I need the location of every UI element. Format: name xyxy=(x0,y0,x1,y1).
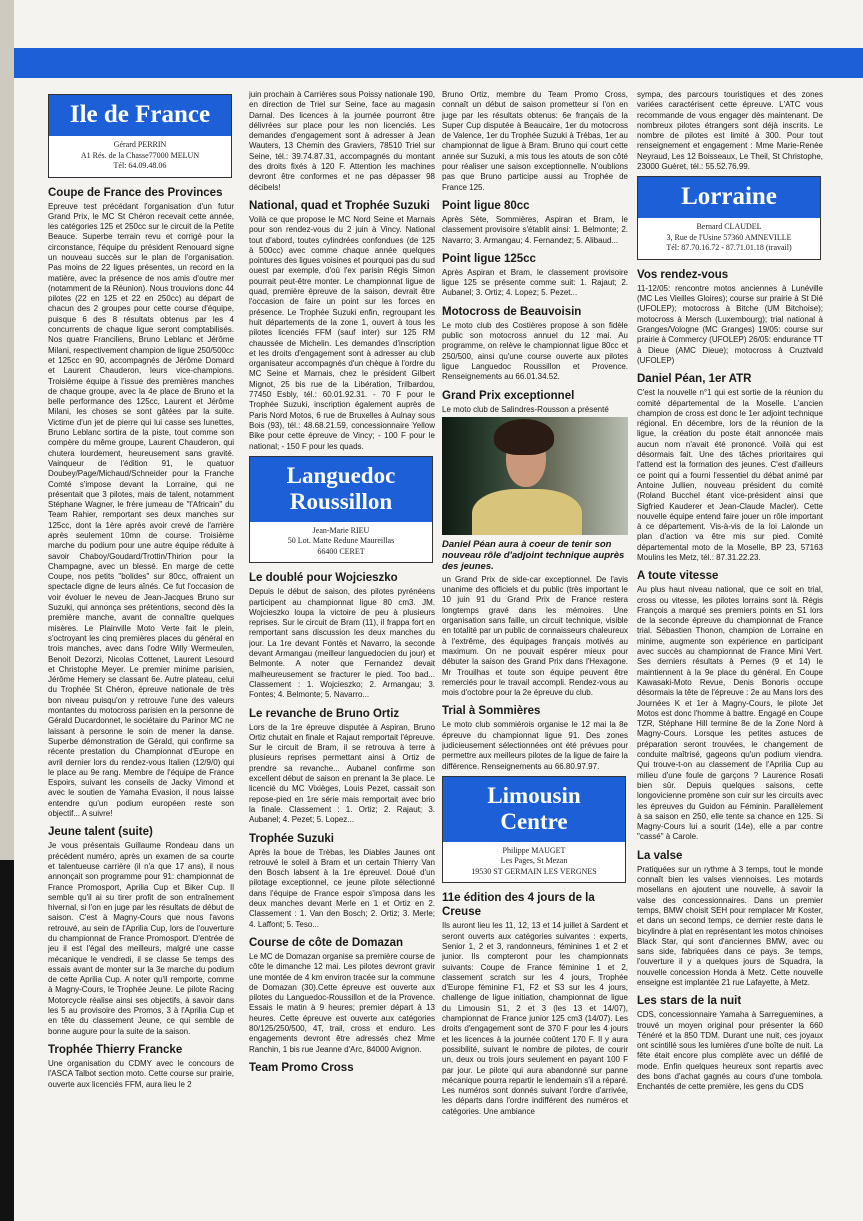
article-heading: 11e édition des 4 jours de la Creuse xyxy=(442,892,595,919)
article-list xyxy=(249,571,435,1075)
article-body: Ils auront lieu les 11, 12, 13 et 14 juillet à Sardent et seront ouverts aux catégories suivantes : experts, Senior 1, 2 et 3, randonneurs, féminines 1 et 2 et junior. Ils compteront pour les championnats suivants: Coupe de France féminine 1 et 2, classement scratch sur les 4 jours, Trophée d'Europe féminine F1, F2 et S3 sur les 4 jours, challenge de ligue initiation, championnat de ligue du Limousin S1, 2 et 3 (les 13 et 14/07), championnat de France junior 125 cm3 (14/07). Les droits d'engagement sont de 370 F pour les 4 jours et les licences à la journée coûtent 170 F. Il y aura possibilité, suivant le nombre de pilotes, de courir un, deux ou trois jours seulement en payant 100 F par jour. Le pilote qui aura abandonné sur panne mécanique pourra repartir le lendemain s'il a réparé. Les numéros sont donnés suivant l'ordre d'arrivée, les départs dans l'ordre indifférent des numéros et catégories. Une ambiance xyxy=(442,921,628,1116)
article-heading: Vos rendez-vous xyxy=(637,268,729,281)
article-heading: Le revanche de Bruno Ortiz xyxy=(249,707,400,720)
photo-caption: Daniel Péan aura à coeur de tenir son nouveau rôle d'adjoint technique auprès des jeunes. xyxy=(442,538,625,572)
column-1 xyxy=(48,90,234,1215)
region-box-ile-de-france xyxy=(48,94,232,178)
article-list xyxy=(48,186,234,1090)
region-contact: Philippe MAUGET Les Pages, St Mezan 19530 ST GERMAIN LES VERGNES xyxy=(471,845,597,876)
article-list xyxy=(637,90,823,172)
column-2 xyxy=(249,90,435,1215)
article-body: CDS, concessionnaire Yamaha à Sarreguemines, a trouvé un moyen original pour présenter la 660 Ténéré et la 850 TDM. Durant une nuit, ces joyaux ont scintillé sous les lumières d'une boîte de nuit. La fête était encore plus complète avec un défilé de mode. Enfin quelques heureux sont repartis avec des bons d'achat gagnés au cours d'une tombola. Enchantés de cette première, les gens du CDS xyxy=(637,1010,823,1092)
article-body: Le moto club sommiérois organise le 12 mai la 8e épreuve du championnat ligue 91. Des zones judicieusement sélectionnées ont été prévues pour permettre aux meilleurs pilotes de la ligue de faire la différence. Renseignements au 66.80.97.97. xyxy=(442,720,628,771)
column-4 xyxy=(637,90,823,1215)
region-title: Limousin Centre xyxy=(443,777,625,842)
article-body: Après la boue de Trèbas, les Diables Jaunes ont retrouvé le soleil à Bram et un certain Thierry Van den Bosch labsent à la 1re épreuvel. Doué d'un pilotage exceptionnel, ce jeune pilote sélectionné dans l'équipe de France espoir s'imposa dans les deux manches devant Merle en 1 et Ortiz en 2. Classement : 1. Van den Bosch; 2. Ortiz; 3. Merle; 4. Laffont; 5. Teso... xyxy=(249,847,435,929)
article-heading: A toute vitesse xyxy=(637,570,719,583)
article-body: Après Aspiran et Bram, le classement provisoire ligue 125 se présente comme suit: 1. Rajaut; 2. Aubanel; 3. Ortiz; 4. Lopez; 5. Pezet... xyxy=(442,267,628,298)
article-body: C'est la nouvelle n°1 qui est sortie de la réunion du comité départemental de la Moselle. L'ancien champion de cross est donc le 1er adjoint technique régional. En décembre, lors de la réunion de la ligue, la création du poste était annoncée mais aucun nom n'avait été prononcé. Voilà qui est désormais fait. Une des tâches prioritaires qui l'attend est la formation des jeunes. C'est d'ailleurs ce point qui a fourni l'essentiel du débat animé par Antoine Jullien, nouveau président du comité (Roland Bucchel étant vice-président ainsi que Sigfried Kauderer et Jean-Claude Macler). Cette nouvelle équipe entend faire jouer un rôle important à ce département. Vis-à-vis de la loi Lalonde un plan d'action va être mis sur pied. Comité départemental moto de la Moselle, BP 23, 57163 Moulins les Metz, tél.: 87.31.22.23. xyxy=(637,388,823,562)
article-list xyxy=(442,575,628,772)
article-list xyxy=(442,90,628,415)
article-heading: Point ligue 80cc xyxy=(442,199,530,212)
article-heading: Motocross de Beauvoisin xyxy=(442,305,582,318)
header-bar xyxy=(14,48,863,78)
article-body: Epreuve test précédant l'organisation d'un futur Grand Prix, le MC St Chéron recevait cette année, les catégories 125 et 250cc sur le circuit de la Petite Beauce. Superbe terrain revu et corrigé pour la circonstance, l'équipe du président Renouard signe un nouveau succès sur le plan de l'organisation. Pas moins de 22 ligues présentes, un record en la matière, avec la présence de nos amis d'outre mer (notamment de la Réunion). Nous trouvions donc 44 pilotes (22 en 125 et 22 en 250cc) au départ de chacun des 2 groupes pour cette course d'équipe, puisque 6 des 8 résultats obtenus par les 4 concurrents de chaque ligue seront comptabilisés. Nos quatre Franciliens, Bruno Leblanc et Jérôme Milani, respectivement champion de ligue 250/500cc et 125cc en 90, accompagnés de Jérôme Domard et Laurent Chauderon, leurs vice-champions. Troisième équipe à l'issue des premières manches de chaque groupe, avec la 4e place de Bruno et la belle performance des 125cc, Laurent et Jérôme Milani, les choses se sont gâtées par la suite. Victime d'un jet de pierre qui lui casse ses lunettes, Bruno Leblanc sortira de la piste, tout comme son compère du même groupe, Laurent Chauderon, qui chutera lourdement, heureusement sans gravité. Vainqueur de l'édition 91, le quatuor Doubey/Page/Michaud/Schneider pour la Franche Comté s'impose devant la Lorraine, qui ne présentait que 3 pilotes, mais de talent, notamment Stéphane Wagner, le frère jumeau de "l'Africain" du Team Rahier, remportant ses deux manches sur 125cc, dont la 1ère après avoir crevé de l'arrière après seulement 10mn de course. Troisième marche du podium pour une autre équipe réduite à savoir Chaboy/Goudard/Trottin/Thirion pour la Champagne, avec un blessé. En marge de cette Coupe, nos petits "bolides" sur 80cc, offraient un spectacle digne de leurs aînés. Ce fut l'occasion de voir évoluer le neveu de Jean-Jacques Bruno sur Suzuki, qui annonça ses prétentions, second dès la première manche, avant de connaître quelques misères. Le Plainville Moto Verte fait le plein, s'octroyant les cinq premières places du général en trois manches, avec dans l'odre Willy Wermeulen, Benoit Dezorzi, Nicolas Cottenet, Laurent Lesourd et Christophe Meyer. Le premier minime parisien, Jérôme Hemery se classant 6e. Autre plateau, celui du Trophée St Chéron, épreuve nationale de très bon niveau puisqu'on y retrouve l'une des valeurs montantes du motocross parisien en la personne de Gérald Ducardonnet, le sociétaire du Parinor MC ne laissant à personne le soin de mener la danse. Superbe démonstration de Gérald, qui confirme sa récente prestation du Championnat d'Europe en avril dernier lors du rendez-vous Italien (12/9/0) qui le place au 9e rang. Membre de l'équipe de France Espoirs, suivant les conseils de Jacky Vimond et avec le soutien de Yamaha Evasion, il nous laisse entendre qu'un podium européen reste son objectif... A suivre! xyxy=(48,201,234,819)
region-title: Languedoc Roussillon xyxy=(250,457,432,522)
region-box-lorraine xyxy=(637,176,821,260)
article-body: Bruno Ortiz, membre du Team Promo Cross, connaît un début de saison prometteur si l'on en juge par les résultats obtenus: 6e français de la Super Cup disputée à Beaucaire, 1er du motocross de Valence, 1er du Trophée Suzuki à Trébas, 1er au championnat de ligue à Bram. Bruno qui court cette année sur Suzuki, a mis tous les atouts de son côté pour réaliser une saison exceptionnelle. N'oublions pas que Bruno participe aussi au Trophée de France 125. xyxy=(442,90,628,192)
binding-shadow xyxy=(0,860,14,1221)
column-3 xyxy=(442,90,628,1215)
article-body: Le MC de Domazan organise sa première course de côte le dimanche 12 mai. Les pilotes devront gravir une montée de 4 km environ tracée sur la commune de Domazan (30).Cette épreuve est ouverte aux pilotes du Languedoc-Roussillon et de la Provence. Essais le matin à 9 heures; premier départ à 13 heures. Cette épreuve est ouverte aux catégories 80/125/250/500, 4T, trail, cross et enduro. Les engagements devront être adressés chez Mme Ranchin, 1 bis rue Jeanne d'Arc, 84000 Avignon. xyxy=(249,951,435,1054)
article-heading: Trophée Suzuki xyxy=(249,832,334,845)
article-heading: National, quad et Trophée Suzuki xyxy=(249,199,430,212)
article-body: 11-12/05: rencontre motos anciennes à Lunéville (MC Les Vieilles Gloires); course sur prairie à St Dié (UFOLEP); motocross à Bitche (UM Bitchoise); motocross à Mersch (Luxembourg); trial national à Granges/Vologne (MC Granges) 19/05: course sur prairie à Commercy (UFOLEP) 26/05: endurance TT à Dieue (AMC Dieue); motocross à Cruztvald (UFOLEP) xyxy=(637,283,823,365)
article-heading: Daniel Péan, 1er ATR xyxy=(637,373,752,386)
article-heading: Grand Prix exceptionnel xyxy=(442,389,575,402)
article-body: Après Sète, Sommières, Aspiran et Bram, le classement provisoire s'établit ainsi: 1. Belmonte; 2. Navarro; 3. Armangau; 4. Fernandez; 5. Alibaud... xyxy=(442,214,628,245)
region-contact: Bernard CLAUDEL 3, Rue de l'Usine 57360 AMNEVILLE Tél: 87.70.16.72 - 87.71.01.18 (travail) xyxy=(666,222,792,253)
article-body: Le moto club des Costières propose à son fidèle public son motocross annuel du 12 mai. Au programme, on relève le championnat ligue 80cc et 250/500, ainsi qu'une course ouverte aux pilotes ligue Languedoc Roussillon et Provence. Renseignements au 66.01.34.52. xyxy=(442,320,628,382)
article-body: Je vous présentais Guillaume Rondeau dans un précédent numéro, après un examen de sa courte et talentueuse carrière (il n'a que 17 ans), il nous annonçait son programme pour 91: championnat de France Promosport, Aprilia Cup et Biker Cup. Il semble qu'il ai su tirer profit de son entraînement hivernal, si l'on en juge par les résultats de début de saison. C'est à Magny-Cours que nous l'avons retrouvé, au sein de l'Aprilia Cup, lors de l'ouverture du championnat de France Promosport. D'entrée de jeu il est l'égal des meilleurs, malgré une casse mécanique le vendredi, il se classe 5e temps des essais avant de monter sur la 3e marche du podium de cette Aprilia Cup. A noter qu'il remporte, comme à Magny-Cours, le Trophée Jeune. Le pilote Racing Motorcycle réalise ainsi ses objectifs, à savoir dans les 5 au provisoire des Promos, 3 à l'Aprilia Cup et en tête du classement Jeune, ce qui semble de bonne augure pour la suite de la saison. xyxy=(48,841,234,1036)
article-heading: Point ligue 125cc xyxy=(442,252,536,265)
article-body: Depuis le début de saison, des pilotes pyrénéens participent au championnat ligue 80 cm3. JM. Wojcieszko loupa la victoire de peu à plusieurs reprises. Sur le circuit de Bram (11), il frappa fort en remportant sans discussion les deux manches du jour. La 1re devant Fontès et Navarro, la seconde devant Armangau (meilleur languedocien du jour) et Belmonte. A noter que Fernandez devait malheureusement se fracturer le pied. Too bad... Classement : 1. Wojcieszko; 2. Armangau; 3. Fontes; 4. Belmonte; 5. Navarro... xyxy=(249,587,435,700)
region-title: Ile de France xyxy=(49,95,231,136)
article-body: un Grand Prix de side-car exceptionnel. De l'avis unanime des officiels et du public (très important le 10 juin 91 du Grand Prix de France restera longtemps gravé dans les mémoires. Une organisation sans faille, un circuit technique, visible en totalité par un public de connaisseurs chaleureux à l'extrême, des équipages français motivés au maximum. On ne pouvait espérer mieux pour débuter la saison des Grand Prix dans l'Hexagone. Mr Trouilhas et toute son équipe peuvent être remerciés pour le travail accompli. Rendez-vous au mois d'octobre pour la 2e épreuve du club. xyxy=(442,574,628,698)
article-heading: Le doublé pour Wojcieszko xyxy=(249,572,398,585)
region-contact: Jean-Marie RIEU 50 Lot. Matte Redune Maureillas 66400 CERET xyxy=(287,525,395,556)
magazine-page xyxy=(48,90,854,1215)
article-body: Pratiquées sur un rythme à 3 temps, tout le monde connaît bien les valses viennoises. Les motards mosellans en ajoutent une nouvelle, à savoir la valse des concessionnaires. Dans un premier temps, BMW choisit SEH pour remplacer Mr Koster, et dans un second temps, ce dernier reste dans le bicylindre à plat en représentant les motos chinoises Black Star, qui sont d'anciennes BMW, avec ou sans side, fabriquées dans ce pays. 3e temps, l'ouverture il y a quelques jours de Squadra, la nouvelle concession Honda à Metz. Cette nouvelle enseigne est implantée 21 rue Lafayette, à Metz. xyxy=(637,864,823,987)
article-heading: Course de côte de Domazan xyxy=(249,936,404,949)
article-heading: La valse xyxy=(637,849,683,862)
article-heading: Jeune talent (suite) xyxy=(48,826,153,839)
region-box-limousin-centre xyxy=(442,776,626,884)
article-body: Au plus haut niveau national, que ce soit en trial, cross ou vitesse, les pilotes lorrains sont là. Régis François a marqué ses premiers points en S1 lors de la seconde épreuve du championnat de France trial. Sébastien Thonon, champion de Lorraine en minime, augmente son expérience en participant avec succès au championnat de France Mini Vert. Ses derniers résultats à Pernes (9 et 14) le maintiennent à la 9e place du général. En Coupe Kawasaki-Moto Revue, Denis Bonoris occupe désormais la tête de l'épreuve : 2e au Mans lors des Journées K et 1er à Magny-Cours, le pilote Jet Motos est donc l'homme à battre. Engagé en Coupe TZR, Stéphane Hill termine 8e de la Zone Nord à Magny-Cours. Lorsque les petites astuces de préparation seront trouvées, le changement de conduite maîtrisé, gageons qu'un podium viendra. Qui trouve-t-on au classement de l'Aprilia Cup au milieu d'une foule de garçons ? Laurence Rosati bien sûr. Depuis quelques saisons, cette longovicienne promène son cuir sur les circuits avec les épreuves du Guidon au Féminin. Parallèlement à sa saison en 250, elle tente sa chance en 125. Si Magny-Cours lui a sourit (14e), elle a par contre "cassé" à Carole. xyxy=(637,585,823,842)
article-body: juin prochain à Carrières sous Poissy nationale 190, en direction de Triel sur Seine, face au magasin Darnal. Des licences à la journée pourront être délivrées sur place pour les non licenciés. Les demandes d'engagement sont à adresser à Jean Wauters, 13 Chemin des Graviers, 78510 Triel sur Seine, tél.: 39.74.87.31, accompagnés du montant des droits fixés à 120 F. Attention les machines devront être conformes et ne pas dépasser 98 décibels! xyxy=(249,90,435,192)
article-body: Le moto club de Salindres-Rousson a présenté xyxy=(442,404,609,414)
region-contact: Gérard PERRIN A1 Rés. de la Chasse77000 MELUN Tél: 64.09.48.06 xyxy=(80,140,200,170)
article-list xyxy=(249,90,435,452)
article-heading: Coupe de France des Provinces xyxy=(48,186,223,199)
article-heading: Trophée Thierry Francke xyxy=(48,1043,183,1056)
article-list xyxy=(637,268,823,1093)
article-body: Voilà ce que propose le MC Nord Seine et Marnais pour son rendez-vous du 2 juin à Vincy. National tout d'abord, toutes cylindrées confondues (de 125 à 500cc) avec comme chaque année quelques pointures des ligues voisines et pourquoi pas du sud ouest par exemple, d'où l'ex parisin Régis Simon pourrait peut-être monter. Le championnat ligue de quad, première épreuve de la saison, devrait être l'occasion de faire un point sur les forces en présence. Le Trophée Suzuki enfin, regroupant les huit départements de la zone 1, ouvert à tous les pilotes licenciés FFM (sauf inter) sur 125 RM chaussée de Michelin. Les demandes d'inscription et les droits d'engagement sont à adresser au club organisateur accompagnés d'un chèque à l'ordre du MC Seine et Marnais, chez le président Gilbert Mignot, 25 bis rue de la Libération, Trilbardou, 77450 Esbly, tél.: 60.01.92.31. - 70 F pour le Trophée Suzuki, inscription également auprès de Paris Nord Motos, 6 rue de Bruxelles à Aulnay sous Bois (93), tél.: 48.68.21.59, concessionnaire Yellow Bike pour cette épreuve de Vincy; - 100 F pour le national; - 150 F pour les quads. xyxy=(249,214,435,451)
article-heading: Team Promo Cross xyxy=(249,1061,354,1074)
region-box-languedoc-roussillon xyxy=(249,456,433,564)
article-heading: Trial à Sommières xyxy=(442,705,541,718)
article-body: sympa, des parcours touristiques et des zones variées caractérisent cette épreuve. L'ATC vous recommande de vous engager dès maintenant. De nombreux pilotes étrangers sont déjà inscrits. Le nombre de pilotes est limité à 300. Pour tout renseignement et engagement : Mme Marie-Renée Neyraud, Les 12 Boisseaux, Le Theil, St Christophe, 23000 Guéret, tél.: 55.52.76.99. xyxy=(637,90,823,172)
article-body: Lors de la 1re épreuve disputée à Aspiran, Bruno Ortiz chutait en finale et Rajaut remportait l'épreuve. Sur le circuit de Bram, il se retrouva à terre à plusieurs reprises permettant ainsi à Ortiz de prendre sa revanche... Aubanel confirme son excellent début de saison en prenant la 3e place. Le licencié du MC Vixièges, Louis Pezet, cassait son repose-pied en 1re série mais remportait avec brio la finale. Classement : 1. Ortiz; 2. Rajaut; 3. Aubanel; 4. Pezet; 5. Lopez... xyxy=(249,722,435,825)
region-title: Lorraine xyxy=(638,177,820,218)
article-heading: Les stars de la nuit xyxy=(637,995,742,1008)
article-body: Une organisation du CDMY avec le concours de l'ASCA Talbot section moto. Cette course sur prairie, ouverte aux licenciés FFM, aura lieu le 2 xyxy=(48,1058,234,1089)
photo-daniel-pean xyxy=(442,417,628,535)
article-list xyxy=(442,891,628,1117)
